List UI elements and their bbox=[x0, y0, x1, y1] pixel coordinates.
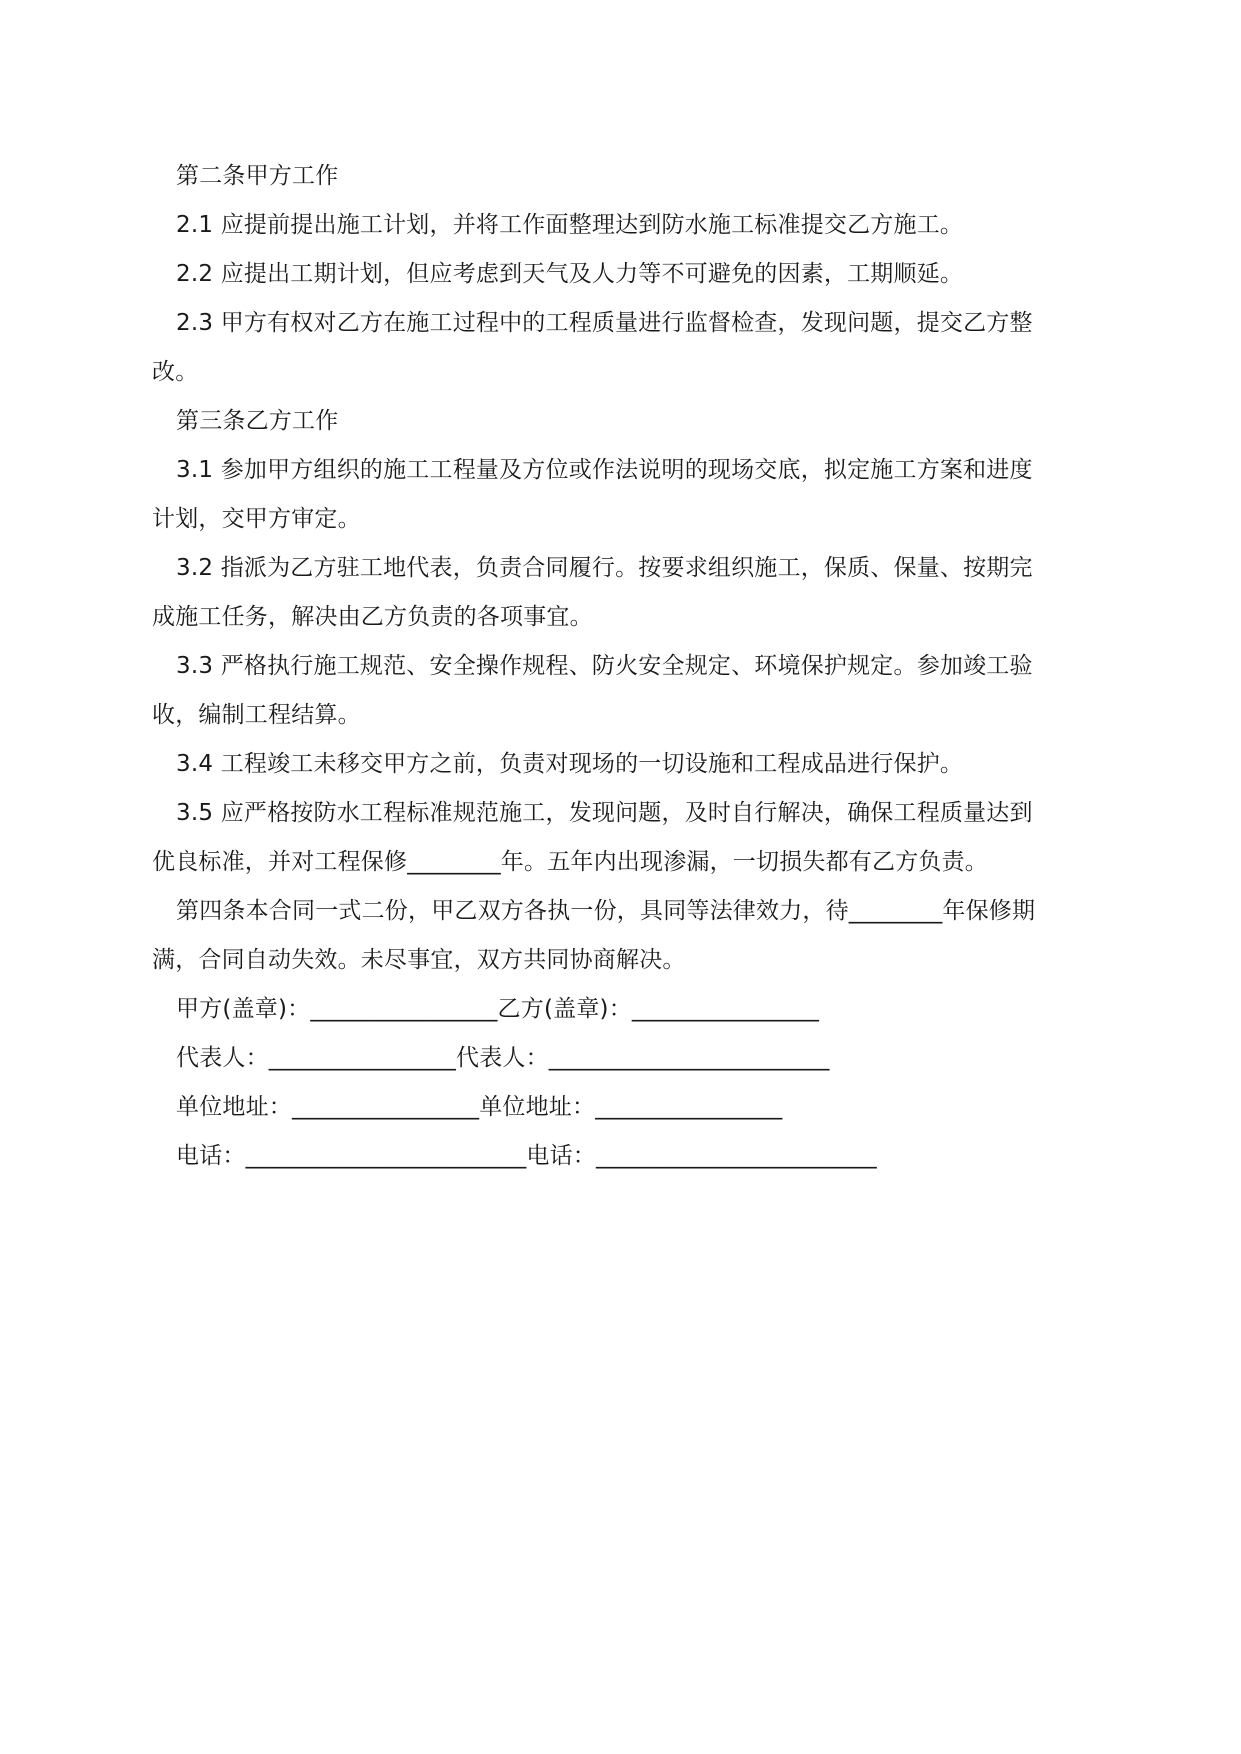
section2-item3-line1: 2.3 甲方有权对乙方在施工过程中的工程质量进行监督检查，发现问题，提交乙方整 bbox=[176, 310, 1033, 336]
section3-item1-line2: 计划，交甲方审定。 bbox=[152, 506, 361, 532]
section3-title: 第三条乙方工作 bbox=[176, 408, 339, 434]
signature-representative-line: 代表人：________________代表人：________________________ bbox=[176, 1045, 830, 1071]
contract-page bbox=[152, 152, 1092, 1181]
section3-item2-line2: 成施工任务，解决由乙方负责的各项事宜。 bbox=[152, 604, 593, 630]
section3-item5-line2: 优良标准，并对工程保修________年。五年内出现渗漏，一切损失都有乙方负责。 bbox=[152, 849, 988, 875]
section3-item2-line1: 3.2 指派为乙方驻工地代表，负责合同履行。按要求组织施工，保质、保量、按期完 bbox=[176, 555, 1033, 581]
section2-title: 第二条甲方工作 bbox=[176, 163, 339, 189]
signature-address-line: 单位地址：________________单位地址：________________ bbox=[176, 1094, 783, 1120]
signature-phone-line: 电话：________________________电话：________________________ bbox=[176, 1143, 877, 1169]
section2-item3-line2: 改。 bbox=[152, 359, 199, 385]
section3-item5-line1: 3.5 应严格按防水工程标准规范施工，发现问题，及时自行解决，确保工程质量达到 bbox=[176, 800, 1033, 826]
section3-item4: 3.4 工程竣工未移交甲方之前，负责对现场的一切设施和工程成品进行保护。 bbox=[176, 751, 964, 777]
section2-item2: 2.2 应提出工期计划，但应考虑到天气及人力等不可避免的因素，工期顺延。 bbox=[176, 261, 964, 287]
signature-seal-line: 甲方(盖章)：________________乙方(盖章)：________________ bbox=[176, 996, 820, 1022]
section4-line2: 满，合同自动失效。未尽事宜，双方共同协商解决。 bbox=[152, 947, 686, 973]
section4-line1: 第四条本合同一式二份，甲乙双方各执一份，具同等法律效力，待________年保修期 bbox=[176, 898, 1036, 924]
section2-item1: 2.1 应提前提出施工计划，并将工作面整理达到防水施工标准提交乙方施工。 bbox=[176, 212, 964, 238]
section3-item1-line1: 3.1 参加甲方组织的施工工程量及方位或作法说明的现场交底，拟定施工方案和进度 bbox=[176, 457, 1033, 483]
section3-item3-line1: 3.3 严格执行施工规范、安全操作规程、防火安全规定、环境保护规定。参加竣工验 bbox=[176, 653, 1033, 679]
section3-item3-line2: 收，编制工程结算。 bbox=[152, 702, 361, 728]
